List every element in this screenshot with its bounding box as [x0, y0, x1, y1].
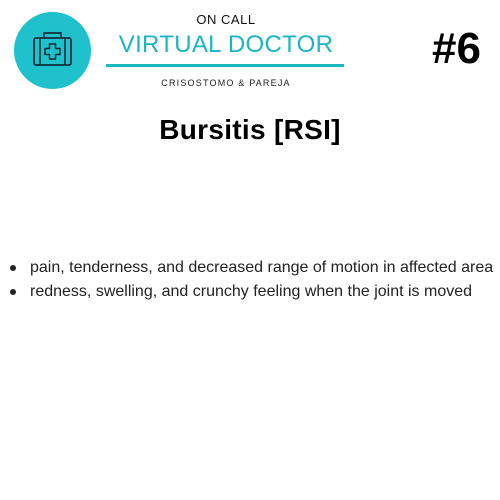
medical-kit-icon: [14, 12, 91, 89]
brand-tagline: ON CALL: [196, 12, 256, 27]
page-title: Bursitis [RSI]: [159, 114, 341, 145]
list-item: pain, tenderness, and decreased range of motion in affected area: [30, 256, 496, 280]
brand-divider: [106, 64, 344, 67]
brand-authors: CRISOSTOMO & PAREJA: [161, 78, 291, 88]
list-item: redness, swelling, and crunchy feeling when the joint is moved: [30, 280, 496, 304]
issue-number: #6: [432, 24, 481, 73]
logo-badge: [14, 12, 91, 89]
symptom-list: [30, 256, 496, 303]
brand-name: VIRTUAL DOCTOR: [118, 31, 334, 58]
